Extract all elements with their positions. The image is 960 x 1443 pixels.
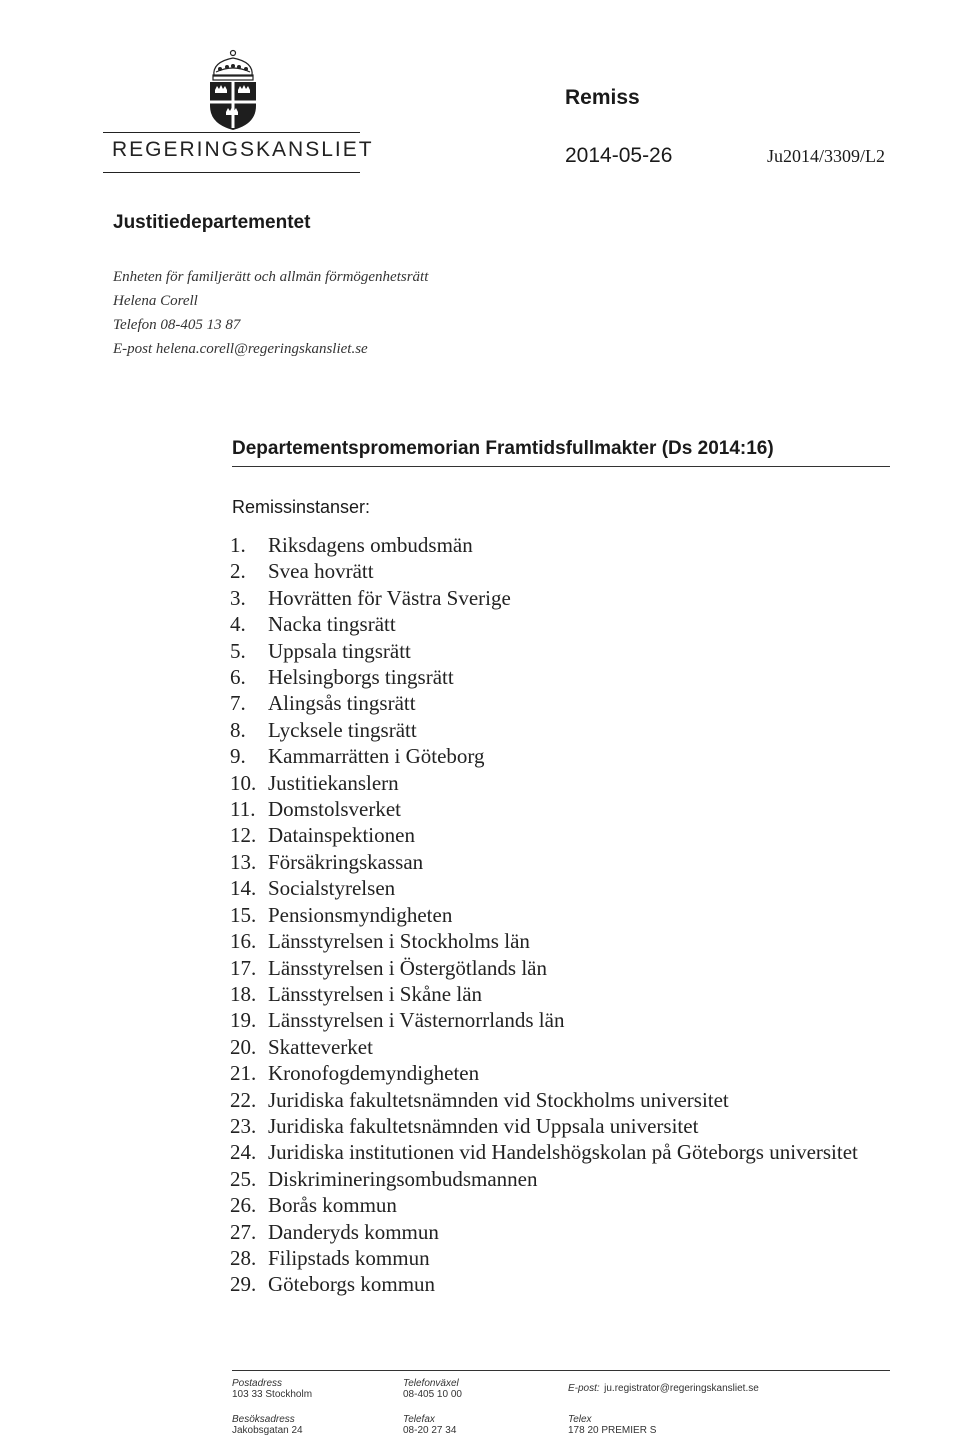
recipient-number: 14. xyxy=(230,876,257,901)
recipient-name: Skatteverket xyxy=(268,1034,373,1059)
recipient-name: Juridiska fakultetsnämnden vid Stockholms universitet xyxy=(268,1087,729,1112)
recipient-number: 4. xyxy=(230,612,246,637)
header-rule-top xyxy=(103,132,360,133)
footer-postal xyxy=(232,1378,312,1400)
recipient-name: Socialstyrelsen xyxy=(268,876,396,901)
recipient-name: Filipstads kommun xyxy=(268,1245,430,1270)
recipient-item xyxy=(230,1113,870,1139)
recipient-item xyxy=(230,690,870,716)
sender-unit: Enheten för familjerätt och allmän förmögenhetsrätt xyxy=(113,269,429,285)
sender-phone: Telefon 08-405 13 87 xyxy=(113,317,241,333)
header-rule-bottom xyxy=(103,172,360,173)
recipient-item xyxy=(230,770,870,796)
recipient-number: 25. xyxy=(230,1166,257,1191)
footer-telex xyxy=(568,1414,656,1436)
recipient-name: Justitiekanslern xyxy=(268,770,399,795)
footer-fax-value: 08-20 27 34 xyxy=(403,1425,457,1436)
document-reference: Ju2014/3309/L2 xyxy=(767,146,886,166)
recipient-number: 1. xyxy=(230,533,246,557)
recipient-item xyxy=(230,955,870,981)
document-date: 2014-05-26 xyxy=(565,144,673,167)
recipient-number: 8. xyxy=(230,717,246,742)
recipient-item xyxy=(230,664,870,690)
recipient-name: Alingsås tingsrätt xyxy=(268,691,416,716)
recipient-number: 12. xyxy=(230,823,257,848)
recipient-number: 16. xyxy=(230,929,257,954)
footer-email xyxy=(568,1378,759,1396)
recipient-item xyxy=(230,902,870,928)
recipient-name: Hovrätten för Västra Sverige xyxy=(268,585,511,610)
recipient-name: Svea hovrätt xyxy=(268,559,374,584)
recipient-item xyxy=(230,928,870,954)
recipient-item xyxy=(230,1245,870,1271)
recipient-number: 17. xyxy=(230,955,257,980)
organization-name: REGERINGSKANSLIET xyxy=(112,138,374,161)
recipient-name: Danderyds kommun xyxy=(268,1219,439,1244)
footer-visit-label: Besöksadress xyxy=(232,1414,295,1425)
recipient-item xyxy=(230,1007,870,1033)
recipient-number: 15. xyxy=(230,902,257,927)
footer-visit-value: Jakobsgatan 24 xyxy=(232,1425,303,1436)
sender-name: Helena Corell xyxy=(113,293,198,309)
recipient-name: Kronofogdemyndigheten xyxy=(268,1061,480,1086)
recipient-item xyxy=(230,796,870,822)
recipient-name: Länsstyrelsen i Stockholms län xyxy=(268,929,530,954)
recipient-name: Juridiska institutionen vid Handelshögskolan på Göteborgs universitet xyxy=(268,1140,858,1165)
document-type: Remiss xyxy=(565,86,640,109)
recipient-name: Länsstyrelsen i Västernorrlands län xyxy=(268,1008,565,1033)
recipient-item xyxy=(230,1034,870,1060)
recipient-item xyxy=(230,638,870,664)
recipient-item xyxy=(230,981,870,1007)
recipient-item xyxy=(230,1087,870,1113)
recipient-item xyxy=(230,743,870,769)
recipient-number: 28. xyxy=(230,1245,257,1270)
footer-email-label: E-post: xyxy=(568,1383,600,1394)
recipient-number: 3. xyxy=(230,585,246,610)
recipient-number: 21. xyxy=(230,1061,257,1086)
recipient-number: 18. xyxy=(230,981,257,1006)
recipient-name: Försäkringskassan xyxy=(268,849,424,874)
recipient-number: 6. xyxy=(230,665,246,690)
recipient-item xyxy=(230,611,870,637)
recipient-item xyxy=(230,822,870,848)
recipient-name: Helsingborgs tingsrätt xyxy=(268,665,454,690)
recipient-item xyxy=(230,717,870,743)
recipient-name: Länsstyrelsen i Östergötlands län xyxy=(268,955,547,980)
recipient-name: Riksdagens ombudsmän xyxy=(268,533,473,557)
subject-rule xyxy=(232,466,890,467)
recipient-item xyxy=(230,1166,870,1192)
recipient-name: Borås kommun xyxy=(268,1193,397,1218)
recipient-number: 2. xyxy=(230,559,246,584)
recipient-item xyxy=(230,1139,870,1165)
footer-switchboard xyxy=(403,1378,462,1400)
recipient-item xyxy=(230,585,870,611)
recipient-item xyxy=(230,1219,870,1245)
recipient-number: 20. xyxy=(230,1034,257,1059)
footer-fax xyxy=(403,1414,456,1436)
recipient-name: Göteborgs kommun xyxy=(268,1272,436,1297)
recipient-number: 9. xyxy=(230,744,246,769)
footer-telex-value: 178 20 PREMIER S xyxy=(568,1425,657,1436)
recipients-heading: Remissinstanser: xyxy=(232,497,371,517)
department-name: Justitiedepartementet xyxy=(113,212,311,233)
recipient-number: 29. xyxy=(230,1272,257,1297)
recipient-item xyxy=(230,1060,870,1086)
recipient-name: Juridiska fakultetsnämnden vid Uppsala universitet xyxy=(268,1113,699,1138)
recipient-number: 11. xyxy=(230,797,256,822)
recipient-number: 26. xyxy=(230,1193,257,1218)
recipient-name: Pensionsmyndigheten xyxy=(268,902,453,927)
recipient-name: Diskrimineringsombudsmannen xyxy=(268,1166,538,1191)
recipient-list xyxy=(230,532,870,1298)
recipient-number: 19. xyxy=(230,1008,257,1033)
recipient-name: Uppsala tingsrätt xyxy=(268,638,411,663)
footer-telex-label: Telex xyxy=(568,1414,592,1425)
recipient-number: 5. xyxy=(230,638,246,663)
recipient-number: 7. xyxy=(230,691,246,716)
recipient-number: 23. xyxy=(230,1113,257,1138)
recipient-item xyxy=(230,849,870,875)
recipient-name: Lycksele tingsrätt xyxy=(268,717,417,742)
recipient-number: 27. xyxy=(230,1219,257,1244)
footer-switchboard-value: 08-405 10 00 xyxy=(403,1389,462,1400)
recipient-name: Datainspektionen xyxy=(268,823,415,848)
recipient-name: Kammarrätten i Göteborg xyxy=(268,744,485,769)
recipient-number: 13. xyxy=(230,849,257,874)
subject-heading: Departementspromemorian Framtidsfullmakter (Ds 2014:16) xyxy=(232,438,774,459)
recipient-item xyxy=(230,558,870,584)
swedish-coat-of-arms-icon xyxy=(200,48,266,132)
sender-email: E-post helena.corell@regeringskansliet.se xyxy=(113,341,368,357)
recipient-item xyxy=(230,1192,870,1218)
recipient-name: Länsstyrelsen i Skåne län xyxy=(268,981,483,1006)
footer-postal-value: 103 33 Stockholm xyxy=(232,1389,313,1400)
footer-visit xyxy=(232,1414,303,1436)
recipient-item xyxy=(230,875,870,901)
footer-fax-label: Telefax xyxy=(403,1414,435,1425)
recipient-name: Domstolsverket xyxy=(268,797,401,822)
footer-postal-label: Postadress xyxy=(232,1378,283,1389)
recipient-item xyxy=(230,1271,870,1297)
recipient-number: 22. xyxy=(230,1087,257,1112)
recipient-item xyxy=(230,532,870,558)
footer-switchboard-label: Telefonväxel xyxy=(403,1378,459,1389)
footer-rule xyxy=(232,1370,890,1371)
recipient-number: 24. xyxy=(230,1140,257,1165)
recipient-name: Nacka tingsrätt xyxy=(268,612,396,637)
recipient-number: 10. xyxy=(230,770,257,795)
footer-email-value: ju.registrator@regeringskansliet.se xyxy=(604,1383,759,1394)
